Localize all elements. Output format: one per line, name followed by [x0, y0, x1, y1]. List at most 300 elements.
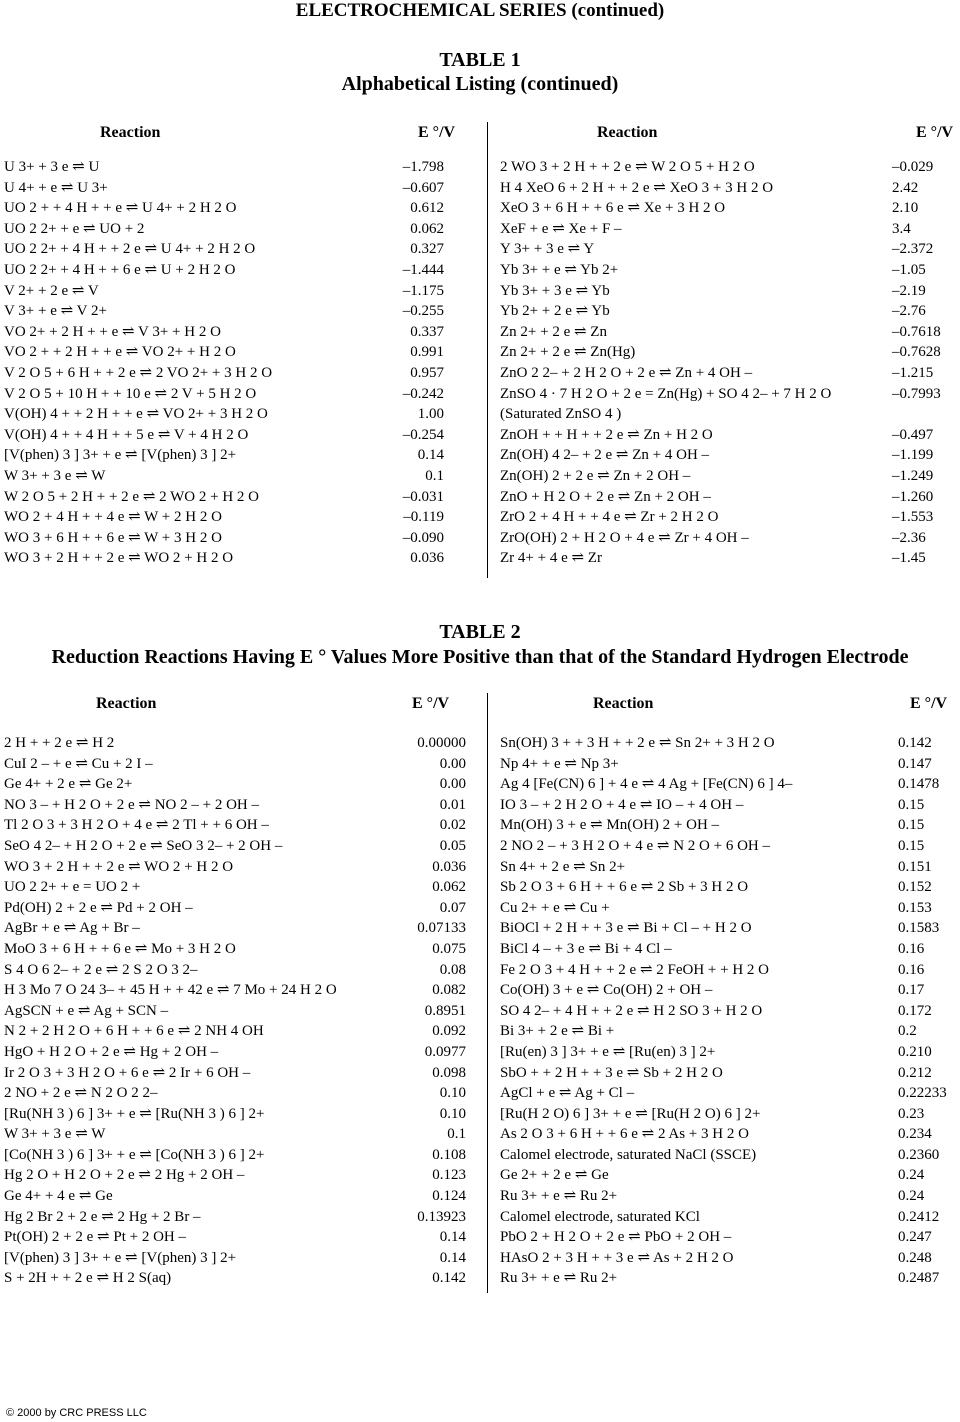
table2-right-row — [500, 1248, 952, 1269]
potential-value: 0.14 — [439, 1229, 466, 1246]
potential-value: 0.991 — [410, 344, 444, 361]
reaction-text: WO 3 + 2 H + + 2 e ⇌ WO 2 + H 2 O — [4, 550, 234, 567]
table2-right-row — [500, 1186, 952, 1207]
table2-left-row — [4, 1186, 464, 1207]
reaction-text: UO 2 + + 4 H + + e ⇌ U 4+ + 2 H 2 O — [4, 200, 237, 217]
reaction-text: Tl 2 O 3 + 3 H 2 O + 4 e ⇌ 2 Tl + + 6 OH – — [4, 817, 269, 834]
table2-left-row — [4, 733, 464, 754]
table1-left-row — [4, 281, 454, 302]
reaction-text: SbO + + 2 H + + 3 e ⇌ Sb + 2 H 2 O — [500, 1064, 723, 1081]
potential-value: 0.082 — [432, 982, 466, 999]
table1-left-column — [4, 157, 454, 569]
potential-value: 0.02 — [439, 817, 466, 834]
reaction-text: Ru 3+ + e ⇌ Ru 2+ — [500, 1188, 618, 1205]
reaction-text: S 4 O 6 2– + 2 e ⇌ 2 S 2 O 3 2– — [4, 961, 198, 978]
potential-value: 0.15 — [898, 817, 925, 834]
potential-value: 0.10 — [439, 1105, 466, 1122]
table1-right-row — [500, 219, 952, 240]
potential-value: 0.2487 — [898, 1270, 940, 1287]
potential-value: 0.24 — [898, 1188, 925, 1205]
potential-value: 1.00 — [417, 406, 444, 423]
reaction-text: Fe 2 O 3 + 4 H + + 2 e ⇌ 2 FeOH + + H 2 O — [500, 961, 770, 978]
table1-left-row — [4, 425, 454, 446]
table2-left-row — [4, 980, 464, 1001]
reaction-text: Pt(OH) 2 + 2 e ⇌ Pt + 2 OH – — [4, 1229, 186, 1246]
reaction-text: Mn(OH) 3 + e ⇌ Mn(OH) 2 + OH – — [500, 817, 720, 834]
reaction-text: WO 2 + 4 H + + 4 e ⇌ W + 2 H 2 O — [4, 509, 222, 526]
potential-value: 0.0977 — [424, 1043, 466, 1060]
reaction-text: ZnO 2 2– + 2 H 2 O + 2 e ⇌ Zn + 4 OH – — [500, 364, 753, 381]
table2-right-row — [500, 1268, 952, 1289]
table1-right-row — [500, 281, 952, 302]
table1-right-row — [500, 404, 952, 425]
potential-value: 0.036 — [432, 858, 466, 875]
potential-value: 0.098 — [432, 1064, 466, 1081]
reaction-text: XeO 3 + 6 H + + 6 e ⇌ Xe + 3 H 2 O — [500, 200, 726, 217]
table2-right-row — [500, 877, 952, 898]
potential-value: 0.01 — [439, 796, 466, 813]
reaction-text: H 3 Mo 7 O 24 3– + 45 H + + 42 e ⇌ 7 Mo + 24 H 2 O — [4, 982, 337, 999]
potential-value: –1.444 — [402, 261, 444, 278]
table1-left-row — [4, 301, 454, 322]
potential-value: 0.062 — [410, 220, 444, 237]
reaction-text: V 2+ + 2 e ⇌ V — [4, 282, 99, 299]
reaction-text: UO 2 2+ + e = UO 2 + — [4, 879, 141, 896]
reaction-text: WO 3 + 6 H + + 6 e ⇌ W + 3 H 2 O — [4, 529, 222, 546]
potential-value: –1.798 — [402, 159, 444, 175]
reaction-text: WO 3 + 2 H + + 2 e ⇌ WO 2 + H 2 O — [4, 858, 234, 875]
table1-right-row — [500, 548, 952, 569]
potential-value: –0.497 — [892, 426, 934, 443]
table1-column-divider — [487, 122, 488, 578]
table2-right-row — [500, 1063, 952, 1084]
reaction-text: V 2 O 5 + 10 H + + 10 e ⇌ 2 V + 5 H 2 O — [4, 385, 257, 402]
potential-value: 0.14 — [439, 1249, 466, 1266]
potential-value: –2.19 — [892, 282, 926, 299]
reaction-text: [Ru(H 2 O) 6 ] 3+ + e ⇌ [Ru(H 2 O) 6 ] 2+ — [500, 1105, 761, 1122]
reaction-text: UO 2 2+ + 4 H + + 6 e ⇌ U + 2 H 2 O — [4, 261, 236, 278]
table1-left-row — [4, 528, 454, 549]
potential-value: 0.327 — [410, 241, 444, 258]
table2-left-row — [4, 1063, 464, 1084]
reaction-text: Ge 2+ + 2 e ⇌ Ge — [500, 1167, 609, 1184]
potential-value: –2.76 — [892, 303, 926, 320]
table2-title: TABLE 2 — [439, 621, 521, 643]
table1-left-row — [4, 178, 454, 199]
potential-value: 0.22233 — [898, 1085, 947, 1102]
table1-right-row — [500, 322, 952, 343]
reaction-text: [Ru(en) 3 ] 3+ + e ⇌ [Ru(en) 3 ] 2+ — [500, 1043, 716, 1060]
reaction-text: H 4 XeO 6 + 2 H + + 2 e ⇌ XeO 3 + 3 H 2 O — [500, 179, 774, 196]
potential-value: –0.254 — [402, 426, 444, 443]
potential-value: –1.215 — [892, 364, 934, 381]
table1-left-row — [4, 466, 454, 487]
potential-value: 0.2412 — [898, 1208, 940, 1225]
table1-left-row — [4, 363, 454, 384]
table2-right-row — [500, 836, 952, 857]
table2-right-row — [500, 1001, 952, 1022]
potential-value: 0.123 — [432, 1167, 466, 1184]
reaction-text: W 2 O 5 + 2 H + + 2 e ⇌ 2 WO 2 + H 2 O — [4, 488, 259, 505]
table1-right-column — [500, 157, 952, 569]
reaction-text: HgO + H 2 O + 2 e ⇌ Hg + 2 OH – — [4, 1043, 219, 1060]
table1-right-row — [500, 507, 952, 528]
reaction-text: ZnOH + + H + + 2 e ⇌ Zn + H 2 O — [500, 426, 713, 443]
potential-value: 0.16 — [898, 961, 925, 978]
reaction-text: Np 4+ + e ⇌ Np 3+ — [500, 755, 619, 772]
table1-left-row — [4, 260, 454, 281]
table1-left-row — [4, 548, 454, 569]
table2-right-row — [500, 918, 952, 939]
table1-right-row — [500, 157, 952, 178]
potential-value: –0.7618 — [892, 323, 941, 340]
reaction-text: Zr 4+ + 4 e ⇌ Zr — [500, 550, 602, 567]
potential-value: 0.337 — [410, 323, 444, 340]
reaction-text: Ag 4 [Fe(CN) 6 ] + 4 e ⇌ 4 Ag + [Fe(CN) 6 ] 4– — [500, 776, 793, 793]
table1-right-row — [500, 425, 952, 446]
reaction-text: Pd(OH) 2 + 2 e ⇌ Pd + 2 OH – — [4, 899, 193, 916]
table2-left-row — [4, 1268, 464, 1289]
table1-right-row — [500, 178, 952, 199]
reaction-text: VO 2+ + 2 H + + e ⇌ V 3+ + H 2 O — [4, 323, 221, 340]
table1-left-row — [4, 219, 454, 240]
table2-right-row — [500, 795, 952, 816]
table1-right-row — [500, 445, 952, 466]
reaction-text: Hg 2 Br 2 + 2 e ⇌ 2 Hg + 2 Br – — [4, 1208, 201, 1225]
reaction-text: As 2 O 3 + 6 H + + 6 e ⇌ 2 As + 3 H 2 O — [500, 1126, 749, 1143]
table2-right-row — [500, 1083, 952, 1104]
potential-value: –0.607 — [402, 179, 444, 196]
table2-right-row — [500, 1227, 952, 1248]
potential-value: 0.07 — [439, 899, 466, 916]
table2-right-column — [500, 733, 952, 1289]
table1-title: TABLE 1 — [439, 49, 521, 71]
reaction-text: Ru 3+ + e ⇌ Ru 2+ — [500, 1270, 618, 1287]
table2-left-row — [4, 1104, 464, 1125]
reaction-text: ZnSO 4 · 7 H 2 O + 2 e = Zn(Hg) + SO 4 2– + 7 H 2 O — [500, 385, 832, 402]
reaction-text: [Ru(NH 3 ) 6 ] 3+ + e ⇌ [Ru(NH 3 ) 6 ] 2+ — [4, 1105, 265, 1122]
reaction-text: AgSCN + e ⇌ Ag + SCN – — [4, 1002, 169, 1019]
table1-left-row — [4, 198, 454, 219]
potential-value: 0.172 — [898, 1002, 932, 1019]
reaction-text: Zn(OH) 2 + 2 e ⇌ Zn + 2 OH – — [500, 467, 691, 484]
table2-left-row — [4, 1227, 464, 1248]
reaction-text: Sn(OH) 3 + + 3 H + + 2 e ⇌ Sn 2+ + 3 H 2 O — [500, 735, 775, 751]
table1-left-row — [4, 445, 454, 466]
potential-value: 0.092 — [432, 1023, 466, 1040]
table2-reaction-header-right: Reaction — [593, 695, 654, 712]
table2-right-row — [500, 1145, 952, 1166]
table2-right-row — [500, 898, 952, 919]
table1-right-row — [500, 528, 952, 549]
table1-right-row — [500, 239, 952, 260]
reaction-text: UO 2 2+ + e ⇌ UO + 2 — [4, 220, 145, 237]
potential-value: –1.45 — [892, 550, 926, 567]
potential-value: 0.10 — [439, 1085, 466, 1102]
reaction-text: V 2 O 5 + 6 H + + 2 e ⇌ 2 VO 2+ + 3 H 2 O — [4, 364, 273, 381]
reaction-text: BiCl 4 – + 3 e ⇌ Bi + 4 Cl – — [500, 940, 672, 957]
table2-left-column — [4, 733, 464, 1289]
table1-right-row — [500, 342, 952, 363]
reaction-text: W 3+ + 3 e ⇌ W — [4, 1126, 106, 1143]
table2-reaction-header-left: Reaction — [96, 695, 157, 712]
potential-value: 0.2 — [898, 1023, 917, 1040]
table2-left-row — [4, 795, 464, 816]
potential-value: –0.090 — [402, 529, 444, 546]
potential-value: 0.07133 — [417, 920, 466, 937]
potential-value: 0.142 — [432, 1270, 466, 1287]
table2-right-row — [500, 939, 952, 960]
reaction-text: Zn 2+ + 2 e ⇌ Zn(Hg) — [500, 344, 636, 361]
reaction-text: [Co(NH 3 ) 6 ] 3+ + e ⇌ [Co(NH 3 ) 6 ] 2+ — [4, 1146, 265, 1163]
table2-left-row — [4, 1001, 464, 1022]
reaction-text: Zn 2+ + 2 e ⇌ Zn — [500, 323, 607, 340]
potential-value: 0.15 — [898, 796, 925, 813]
potential-value: 0.248 — [898, 1249, 932, 1266]
potential-value: 0.108 — [432, 1146, 466, 1163]
table1-e-header-left: E °/V — [418, 124, 456, 141]
table2-left-row — [4, 815, 464, 836]
table2-right-row — [500, 733, 952, 754]
reaction-text: V 3+ + e ⇌ V 2+ — [4, 303, 107, 320]
potential-value: 0.2360 — [898, 1146, 940, 1163]
potential-value: 0.142 — [898, 735, 932, 751]
potential-value: –0.242 — [402, 385, 444, 402]
reaction-text: Sb 2 O 3 + 6 H + + 6 e ⇌ 2 Sb + 3 H 2 O — [500, 879, 749, 896]
potential-value: 0.14 — [417, 447, 444, 464]
reaction-text: MoO 3 + 6 H + + 6 e ⇌ Mo + 3 H 2 O — [4, 940, 236, 957]
table2-left-row — [4, 918, 464, 939]
table2-subtitle: Reduction Reactions Having E ° Values More Positive than that of the Standard Hydrogen Electrode — [51, 646, 909, 668]
potential-value: 0.153 — [898, 899, 932, 916]
table1-left-row — [4, 322, 454, 343]
reaction-text: N 2 + 2 H 2 O + 6 H + + 6 e ⇌ 2 NH 4 OH — [4, 1023, 264, 1040]
table2-right-row — [500, 1124, 952, 1145]
potential-value: –1.05 — [892, 261, 926, 278]
reaction-text: UO 2 2+ + 4 H + + 2 e ⇌ U 4+ + 2 H 2 O — [4, 241, 256, 258]
potential-value: 0.00 — [439, 776, 466, 793]
reaction-text: Calomel electrode, saturated KCl — [500, 1208, 700, 1225]
potential-value: 0.212 — [898, 1064, 932, 1081]
table2-left-row — [4, 857, 464, 878]
reaction-text: W 3+ + 3 e ⇌ W — [4, 467, 106, 484]
table2-left-row — [4, 939, 464, 960]
table2-left-row — [4, 960, 464, 981]
table2-e-header-right: E °/V — [910, 695, 948, 712]
reaction-text: Y 3+ + 3 e ⇌ Y — [500, 241, 595, 258]
potential-value: 0.1 — [447, 1126, 466, 1143]
reaction-text: Yb 3+ + e ⇌ Yb 2+ — [500, 261, 619, 278]
table1-subtitle: Alphabetical Listing (continued) — [341, 73, 619, 95]
table2-right-row — [500, 980, 952, 1001]
potential-value: 0.05 — [439, 837, 466, 854]
table2-left-row — [4, 754, 464, 775]
potential-value: 0.147 — [898, 755, 932, 772]
reaction-text: U 3+ + 3 e ⇌ U — [4, 159, 100, 175]
reaction-text: Cu 2+ + e ⇌ Cu + — [500, 899, 610, 916]
table2-left-row — [4, 898, 464, 919]
reaction-text: 2 H + + 2 e ⇌ H 2 — [4, 735, 115, 751]
potential-value: –0.7628 — [892, 344, 941, 361]
potential-value: 0.08 — [439, 961, 466, 978]
potential-value: 0.17 — [898, 982, 925, 999]
potential-value: –0.029 — [892, 159, 934, 175]
table1-right-row — [500, 198, 952, 219]
potential-value: 0.151 — [898, 858, 932, 875]
table2-left-row — [4, 877, 464, 898]
table2-left-row — [4, 774, 464, 795]
potential-value: –0.255 — [402, 303, 444, 320]
table1-right-row — [500, 301, 952, 322]
table2-left-row — [4, 1145, 464, 1166]
table2-right-row — [500, 815, 952, 836]
table1-right-row — [500, 384, 952, 405]
table2-column-divider — [487, 693, 488, 1293]
potential-value: 0.612 — [410, 200, 444, 217]
potential-value: 0.124 — [432, 1188, 466, 1205]
table1-right-row — [500, 466, 952, 487]
reaction-text: [V(phen) 3 ] 3+ + e ⇌ [V(phen) 3 ] 2+ — [4, 1249, 237, 1266]
reaction-text: Bi 3+ + 2 e ⇌ Bi + — [500, 1023, 615, 1040]
table2-e-header-left: E °/V — [412, 695, 450, 712]
table2-left-row — [4, 1165, 464, 1186]
reaction-text: U 4+ + e ⇌ U 3+ — [4, 179, 108, 196]
potential-value: –1.249 — [892, 467, 934, 484]
table2-left-row — [4, 1248, 464, 1269]
reaction-text: (Saturated ZnSO 4 ) — [500, 406, 622, 423]
reaction-text: ZnO + H 2 O + 2 e ⇌ Zn + 2 OH – — [500, 488, 711, 505]
table2-right-row — [500, 857, 952, 878]
reaction-text: ZrO 2 + 4 H + + 4 e ⇌ Zr + 2 H 2 O — [500, 509, 719, 526]
table2-right-row — [500, 1207, 952, 1228]
potential-value: –1.260 — [892, 488, 934, 505]
table2-left-row — [4, 1042, 464, 1063]
potential-value: 0.1583 — [898, 920, 940, 937]
reaction-text: XeF + e ⇌ Xe + F – — [500, 220, 622, 237]
table1-left-row — [4, 384, 454, 405]
potential-value: 0.1 — [425, 467, 444, 484]
table1-reaction-header-right: Reaction — [597, 124, 658, 141]
reaction-text: Hg 2 O + H 2 O + 2 e ⇌ 2 Hg + 2 OH – — [4, 1167, 245, 1184]
table2-right-row — [500, 1042, 952, 1063]
reaction-text: AgBr + e ⇌ Ag + Br – — [4, 920, 140, 937]
table2-right-row — [500, 774, 952, 795]
potential-value: 0.152 — [898, 879, 932, 896]
reaction-text: Yb 2+ + 2 e ⇌ Yb — [500, 303, 610, 320]
potential-value: 0.16 — [898, 940, 925, 957]
potential-value: –2.36 — [892, 529, 926, 546]
reaction-text: IO 3 – + 2 H 2 O + 4 e ⇌ IO – + 4 OH – — [500, 796, 744, 813]
table1-left-row — [4, 157, 454, 178]
copyright-footer: © 2000 by CRC PRESS LLC — [6, 1407, 147, 1419]
table1-left-row — [4, 404, 454, 425]
potential-value: 0.062 — [432, 879, 466, 896]
potential-value: 3.4 — [892, 220, 911, 237]
table1-left-row — [4, 507, 454, 528]
table2-left-row — [4, 1021, 464, 1042]
potential-value: 0.1478 — [898, 776, 940, 793]
reaction-text: Ge 4+ + 4 e ⇌ Ge — [4, 1188, 113, 1205]
reaction-text: V(OH) 4 + + 4 H + + 5 e ⇌ V + 4 H 2 O — [4, 426, 249, 443]
reaction-text: S + 2H + + 2 e ⇌ H 2 S(aq) — [4, 1270, 172, 1287]
reaction-text: Ge 4+ + 2 e ⇌ Ge 2+ — [4, 776, 133, 793]
table2-left-row — [4, 1083, 464, 1104]
potential-value: –1.553 — [892, 509, 934, 526]
potential-value: –1.175 — [402, 282, 444, 299]
table2-right-row — [500, 1104, 952, 1125]
potential-value: 0.24 — [898, 1167, 925, 1184]
potential-value: 0.23 — [898, 1105, 925, 1122]
potential-value: 0.00 — [439, 755, 466, 772]
reaction-text: SO 4 2– + 4 H + + 2 e ⇌ H 2 SO 3 + H 2 O — [500, 1002, 763, 1019]
table2-right-row — [500, 960, 952, 981]
reaction-text: Calomel electrode, saturated NaCl (SSCE) — [500, 1146, 757, 1163]
reaction-text: V(OH) 4 + + 2 H + + e ⇌ VO 2+ + 3 H 2 O — [4, 406, 268, 423]
table2-right-row — [500, 1165, 952, 1186]
potential-value: 0.15 — [898, 837, 925, 854]
reaction-text: 2 NO 2 – + 3 H 2 O + 4 e ⇌ N 2 O + 6 OH – — [500, 837, 771, 854]
potential-value: –1.199 — [892, 447, 934, 464]
potential-value: –0.031 — [402, 488, 444, 505]
potential-value: 0.075 — [432, 940, 466, 957]
potential-value: 0.247 — [898, 1229, 932, 1246]
reaction-text: Zn(OH) 4 2– + 2 e ⇌ Zn + 4 OH – — [500, 447, 710, 464]
table1-left-row — [4, 487, 454, 508]
reaction-text: Yb 3+ + 3 e ⇌ Yb — [500, 282, 610, 299]
reaction-text: HAsO 2 + 3 H + + 3 e ⇌ As + 2 H 2 O — [500, 1249, 734, 1266]
potential-value: 2.42 — [892, 179, 919, 196]
reaction-text: Sn 4+ + 2 e ⇌ Sn 2+ — [500, 858, 626, 875]
potential-value: 0.957 — [410, 364, 444, 381]
table2-left-row — [4, 836, 464, 857]
table1-reaction-header-left: Reaction — [100, 124, 161, 141]
potential-value: –0.7993 — [892, 385, 941, 402]
potential-value: 0.8951 — [424, 1002, 466, 1019]
table1-e-header-right: E °/V — [916, 124, 954, 141]
table2-right-row — [500, 754, 952, 775]
reaction-text: BiOCl + 2 H + + 3 e ⇌ Bi + Cl – + H 2 O — [500, 920, 752, 937]
table1-left-row — [4, 342, 454, 363]
reaction-text: PbO 2 + H 2 O + 2 e ⇌ PbO + 2 OH – — [500, 1229, 732, 1246]
reaction-text: 2 NO + 2 e ⇌ N 2 O 2 2– — [4, 1085, 158, 1102]
reaction-text: VO 2 + + 2 H + + e ⇌ VO 2+ + H 2 O — [4, 344, 236, 361]
table2-left-row — [4, 1124, 464, 1145]
potential-value: –0.119 — [403, 509, 444, 526]
table2-right-row — [500, 1021, 952, 1042]
reaction-text: NO 3 – + H 2 O + 2 e ⇌ NO 2 – + 2 OH – — [4, 796, 260, 813]
reaction-text: Ir 2 O 3 + 3 H 2 O + 6 e ⇌ 2 Ir + 6 OH – — [4, 1064, 251, 1081]
potential-value: 0.13923 — [417, 1208, 466, 1225]
table1-left-row — [4, 239, 454, 260]
potential-value: 0.036 — [410, 550, 444, 567]
reaction-text: Co(OH) 3 + e ⇌ Co(OH) 2 + OH – — [500, 982, 713, 999]
reaction-text: 2 WO 3 + 2 H + + 2 e ⇌ W 2 O 5 + H 2 O — [500, 159, 755, 175]
potential-value: 0.234 — [898, 1126, 932, 1143]
table2-left-row — [4, 1207, 464, 1228]
reaction-text: [V(phen) 3 ] 3+ + e ⇌ [V(phen) 3 ] 2+ — [4, 447, 237, 464]
reaction-text: SeO 4 2– + H 2 O + 2 e ⇌ SeO 3 2– + 2 OH – — [4, 837, 283, 854]
potential-value: 0.210 — [898, 1043, 932, 1060]
reaction-text: ZrO(OH) 2 + H 2 O + 4 e ⇌ Zr + 4 OH – — [500, 529, 749, 546]
table1-right-row — [500, 363, 952, 384]
page-header: ELECTROCHEMICAL SERIES (continued) — [295, 0, 665, 21]
table1-right-row — [500, 260, 952, 281]
potential-value: 0.00000 — [417, 735, 466, 751]
reaction-text: AgCl + e ⇌ Ag + Cl – — [500, 1085, 635, 1102]
potential-value: –2.372 — [892, 241, 934, 258]
reaction-text: CuI 2 – + e ⇌ Cu + 2 I – — [4, 755, 153, 772]
potential-value: 2.10 — [892, 200, 919, 217]
